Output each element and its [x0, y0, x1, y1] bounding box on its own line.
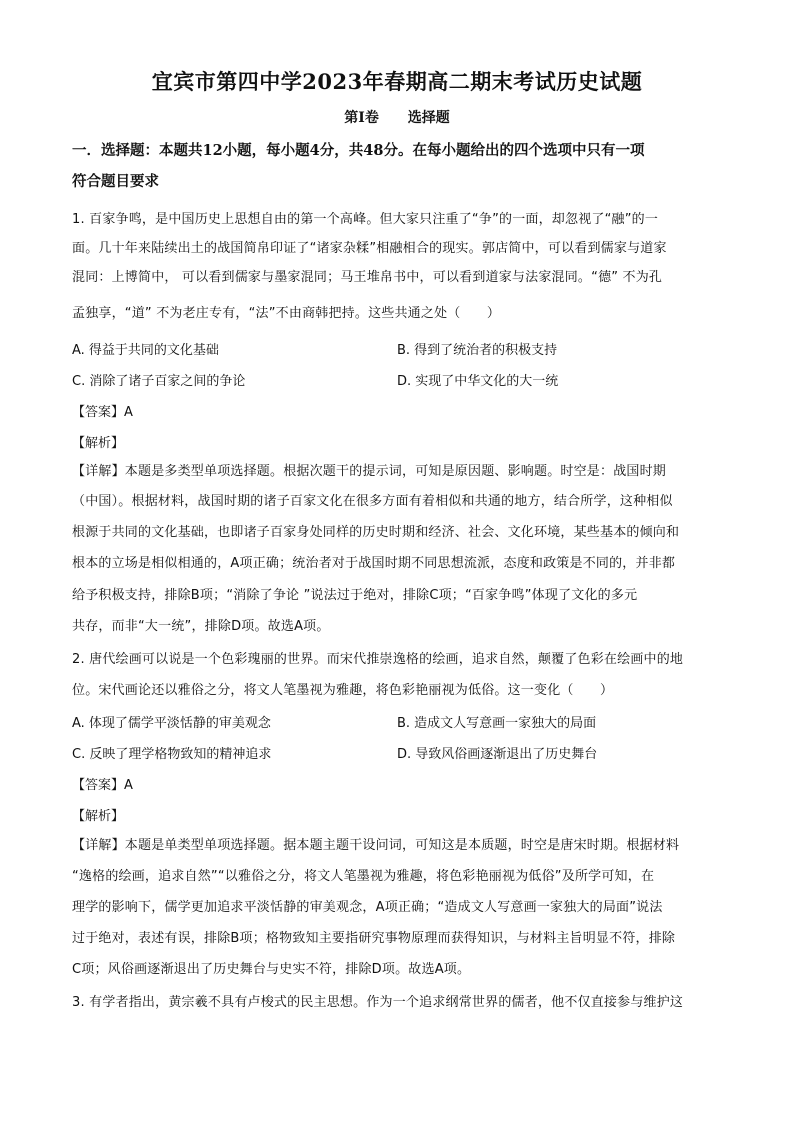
- q3-line-1: 3. 有学者指出，黄宗羲不具有卢梭式的民主思想。作为一个追求纲常世界的儒者，他不仅直接参与维护这: [72, 995, 684, 1010]
- q2-detail-2: “逸格的绘画，追求自然”“以雅俗之分，将文人笔墨视为雅趣，将色彩艳丽视为低俗”及所学可知，在: [72, 869, 655, 884]
- q2-detail-1: 【详解】本题是单类型单项选择题。据本题主题干设问词，可知这是本质题，时空是唐宋时期。根据材料: [72, 838, 680, 853]
- volume-label: 第I卷: [344, 110, 379, 126]
- q1-detail-4: 根本的立场是相似相通的，A项正确；统治者对于战国时期不同思想流派，态度和政策是不同的，并非都: [72, 556, 676, 571]
- section-line-2: 符合题目要求: [72, 173, 159, 190]
- q1-line-2: 面。几十年来陆续出土的战国简帛印证了“诸家杂糅”相融相合的现实。郭店简中，可以看到儒家与道家: [72, 241, 667, 256]
- q1-line-3: 混同：上博简中， 可以看到儒家与墨家混同；马王堆帛书中，可以看到道家与法家混同。“德” 不为孔: [72, 270, 663, 285]
- q2-option-a: A. 体现了儒学平淡恬静的审美观念: [72, 716, 271, 731]
- q1-detail-1: 【详解】本题是多类型单项选择题。根据次题干的提示词，可知是原因题、影响题。时空是：战国时期: [72, 464, 667, 479]
- q1-detail-2: （中国）。根据材料，战国时期的诸子百家文化在很多方面有着相似和共通的地方，结合所学，这种相似: [72, 494, 673, 509]
- q2-detail-5: C项；风俗画逐渐退出了历史舞台与史实不符，排除D项。故选A项。: [72, 962, 471, 977]
- q1-option-c: C. 消除了诸子百家之间的争论: [72, 374, 246, 389]
- q2-option-d: D. 导致风俗画逐渐退出了历史舞台: [397, 747, 598, 762]
- q1-line-1: 1. 百家争鸣，是中国历史上思想自由的第一个高峰。但大家只注重了“争”的一面，却忽视了“融”的一: [72, 212, 659, 227]
- q1-answer: 【答案】A: [72, 405, 133, 420]
- exam-title: 宜宾市第四中学2023年春期高二期末考试历史试题: [151, 69, 643, 94]
- q1-option-d: D. 实现了中华文化的大一统: [397, 374, 559, 389]
- q1-detail-5: 给予积极支持，排除B项；“消除了争论 ”说法过于绝对，排除C项；“百家争鸣”体现了文化的多元: [72, 588, 638, 603]
- q1-option-b: B. 得到了统治者的积极支持: [397, 343, 558, 358]
- q2-line-2: 位。宋代画论还以雅俗之分，将文人笔墨视为雅趣，将色彩艳丽视为低俗。这一变化（ ）: [72, 683, 614, 698]
- q2-analysis-label: 【解析】: [72, 809, 125, 824]
- q2-option-b: B. 造成文人写意画一家独大的局面: [397, 716, 597, 731]
- volume-name: 选择题: [407, 110, 450, 126]
- q2-detail-3: 理学的影响下，儒学更加追求平淡恬静的审美观念，A项正确；“造成文人写意画一家独大的局面”说法: [72, 900, 663, 915]
- q2-option-c: C. 反映了理学格物致知的精神追求: [72, 747, 272, 762]
- section-line-1: 一．选择题：本题共12小题，每小题4分，共48分。在每小题给出的四个选项中只有一项: [72, 142, 645, 159]
- q1-detail-3: 根源于共同的文化基础，也即诸子百家身处同样的历史时期和经济、社会、文化环境，某些基本的倾向和: [72, 525, 680, 540]
- q2-detail-4: 过于绝对，表述有误，排除B项；格物致知主要指研究事物原理而获得知识，与材料主旨明显不符，排除: [72, 931, 676, 946]
- volume-heading: [0, 107, 794, 127]
- q1-option-a: A. 得益于共同的文化基础: [72, 343, 219, 358]
- q2-line-1: 2. 唐代绘画可以说是一个色彩瑰丽的世界。而宋代推崇逸格的绘画，追求自然，颠覆了色彩在绘画中的地: [72, 652, 684, 667]
- q2-answer: 【答案】A: [72, 778, 133, 793]
- q1-analysis-label: 【解析】: [72, 436, 125, 451]
- q1-line-4: 孟独享，“道” 不为老庄专有，“法”不由商韩把持。这些共通之处（ ）: [72, 306, 501, 321]
- q1-detail-6: 共存，而非“大一统”，排除D项。故选A项。: [72, 619, 330, 634]
- section-instruction: [72, 135, 732, 197]
